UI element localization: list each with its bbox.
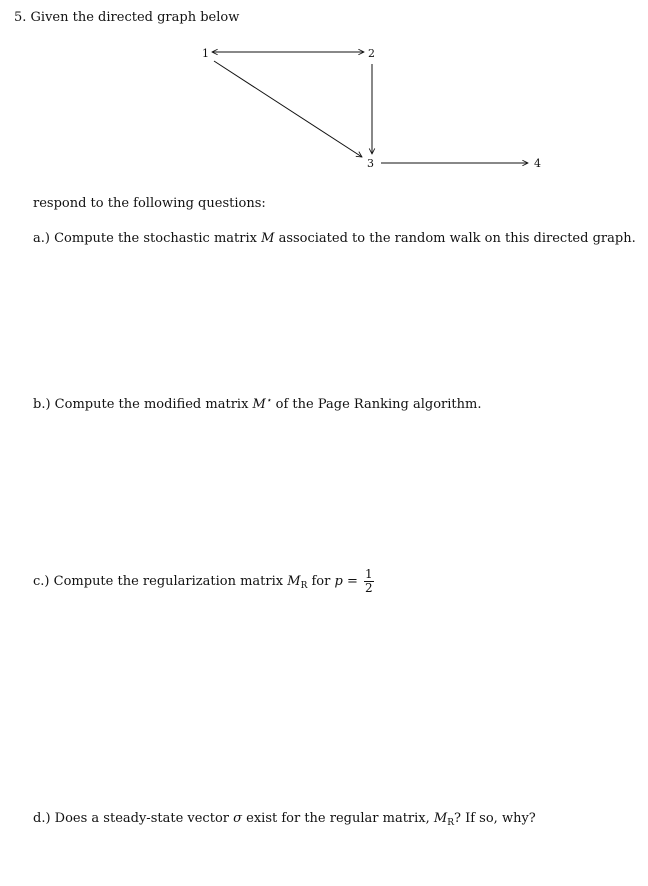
question-c	[33, 568, 374, 595]
graph-node-2: 2	[368, 47, 375, 60]
graph-node-1: 1	[202, 47, 209, 60]
question-a-text-1: Compute the stochastic matrix	[54, 231, 257, 246]
matrix-m-star-symbol: M⋆	[252, 396, 272, 412]
fraction-one-half	[364, 568, 374, 595]
question-c-text-1: Compute the regularization matrix	[53, 574, 284, 589]
matrix-mr-symbol: $M_R$	[287, 574, 308, 591]
question-b	[33, 397, 481, 414]
question-b-text-1: Compute the modified matrix	[54, 397, 249, 412]
p-equals: p =	[334, 574, 358, 589]
matrix-mr-symbol-d: $M_R$	[433, 811, 454, 828]
instructions-text: respond to the following questions:	[33, 196, 266, 211]
question-a-label: a.)	[33, 231, 50, 246]
problem-number: 5.	[14, 10, 27, 25]
sigma-symbol: σ	[233, 811, 242, 826]
question-d-text-3: ? If so, why?	[454, 811, 536, 826]
graph-node-3: 3	[367, 157, 374, 170]
problem-intro: Given the directed graph below	[30, 10, 240, 25]
matrix-m-symbol: M	[261, 231, 275, 246]
graph-edge-1-3	[214, 61, 362, 157]
fraction-denominator: 2	[364, 581, 373, 595]
question-c-text-2: for	[311, 574, 331, 589]
question-c-label: c.)	[33, 574, 50, 589]
question-a-text-2: associated to the random walk on this directed graph.	[278, 231, 636, 246]
question-a	[33, 231, 636, 247]
question-b-label: b.)	[33, 397, 51, 412]
fraction-numerator: 1	[364, 567, 373, 581]
question-d-text-1: Does a steady-state vector	[54, 811, 229, 826]
graph-node-4: 4	[534, 157, 541, 170]
directed-graph	[0, 0, 648, 200]
question-d-text-2: exist for the regular matrix,	[246, 811, 430, 826]
question-d	[33, 811, 536, 828]
question-b-text-2: of the Page Ranking algorithm.	[275, 397, 482, 412]
question-d-label: d.)	[33, 811, 51, 826]
